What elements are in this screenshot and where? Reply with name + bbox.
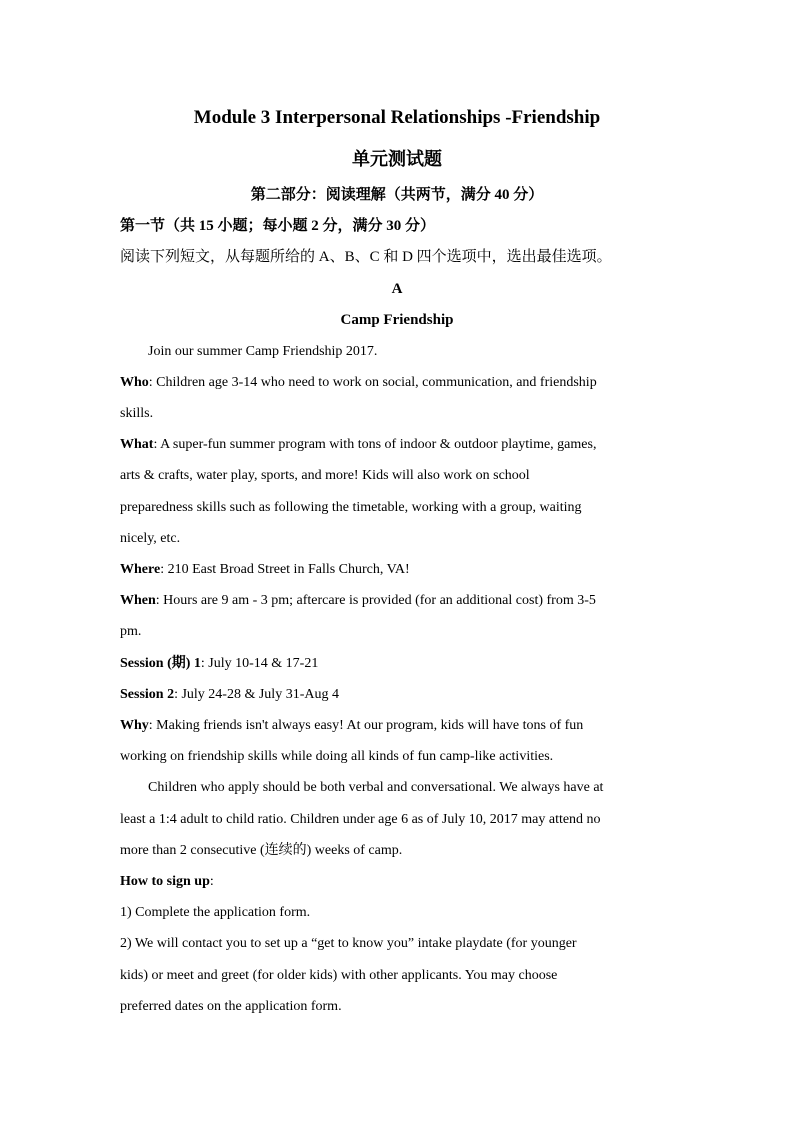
where-line bbox=[120, 561, 410, 579]
part-heading: 第二部分：阅读理解（共两节，满分 40 分） bbox=[250, 187, 544, 203]
what-line-2: arts & crafts, water play, sports, and more! Kids will also work on school bbox=[120, 468, 530, 483]
passage-intro: Join our summer Camp Friendship 2017. bbox=[148, 344, 378, 359]
what-line-1 bbox=[120, 436, 596, 454]
paragraph2-line-3: more than 2 consecutive (连续的) weeks of camp. bbox=[120, 843, 403, 858]
why-line-2: working on friendship skills while doing all kinds of fun camp-like activities. bbox=[120, 749, 554, 764]
step-2-line-2: kids) or meet and greet (for older kids) with other applicants. You may choose bbox=[120, 968, 558, 983]
who-text: : Children age 3-14 who need to work on social, communication, and friendship bbox=[148, 375, 597, 390]
session1-text: : July 10-14 & 17-21 bbox=[200, 656, 319, 671]
where-label: Where bbox=[120, 562, 161, 577]
session2-label: Session 2 bbox=[120, 687, 175, 702]
who-line-2: skills. bbox=[120, 406, 154, 421]
session1-label: Session (期) 1 bbox=[120, 656, 201, 671]
why-line-1 bbox=[120, 717, 583, 735]
passage-title: Camp Friendship bbox=[340, 312, 454, 328]
signup-colon: : bbox=[209, 874, 214, 889]
what-text: : A super-fun summer program with tons of indoor & outdoor playtime, games, bbox=[153, 437, 597, 452]
step-2-line-1: 2) We will contact you to set up a “get to know you” intake playdate (for younger bbox=[120, 936, 577, 951]
why-label: Why bbox=[120, 718, 149, 733]
session2-text: : July 24-28 & July 31-Aug 4 bbox=[174, 687, 339, 702]
what-line-3: preparedness skills such as following the timetable, working with a group, waiting bbox=[120, 500, 582, 515]
paragraph2-line-2: least a 1:4 adult to child ratio. Children under age 6 as of July 10, 2017 may attend no bbox=[120, 812, 601, 827]
session1-line bbox=[120, 655, 318, 673]
section-heading: 第一节（共 15 小题；每小题 2 分，满分 30 分） bbox=[120, 218, 436, 234]
paragraph2-line-1: Children who apply should be both verbal and conversational. We always have at bbox=[148, 780, 604, 795]
step-1: 1) Complete the application form. bbox=[120, 905, 311, 920]
document-title: Module 3 Interpersonal Relationships -Friendship bbox=[193, 107, 601, 128]
passage-letter: A bbox=[391, 281, 403, 297]
why-text: : Making friends isn't always easy! At our program, kids will have tons of fun bbox=[148, 718, 584, 733]
what-label: What bbox=[120, 437, 154, 452]
instructions: 阅读下列短文，从每题所给的 A、B、C 和 D 四个选项中，选出最佳选项。 bbox=[120, 249, 612, 265]
step-2-line-3: preferred dates on the application form. bbox=[120, 999, 342, 1014]
document-subtitle: 单元测试题 bbox=[352, 149, 442, 169]
when-line-1 bbox=[120, 592, 596, 610]
who-label: Who bbox=[120, 375, 149, 390]
when-label: When bbox=[120, 593, 156, 608]
what-line-4: nicely, etc. bbox=[120, 531, 181, 546]
signup-label: How to sign up bbox=[120, 874, 210, 889]
who-line-1 bbox=[120, 374, 597, 392]
when-text: : Hours are 9 am - 3 pm; aftercare is provided (for an additional cost) from 3-5 bbox=[155, 593, 596, 608]
when-line-2: pm. bbox=[120, 624, 142, 639]
signup-heading bbox=[120, 873, 214, 891]
session2-line bbox=[120, 686, 339, 704]
where-text: : 210 East Broad Street in Falls Church, VA! bbox=[160, 562, 410, 577]
